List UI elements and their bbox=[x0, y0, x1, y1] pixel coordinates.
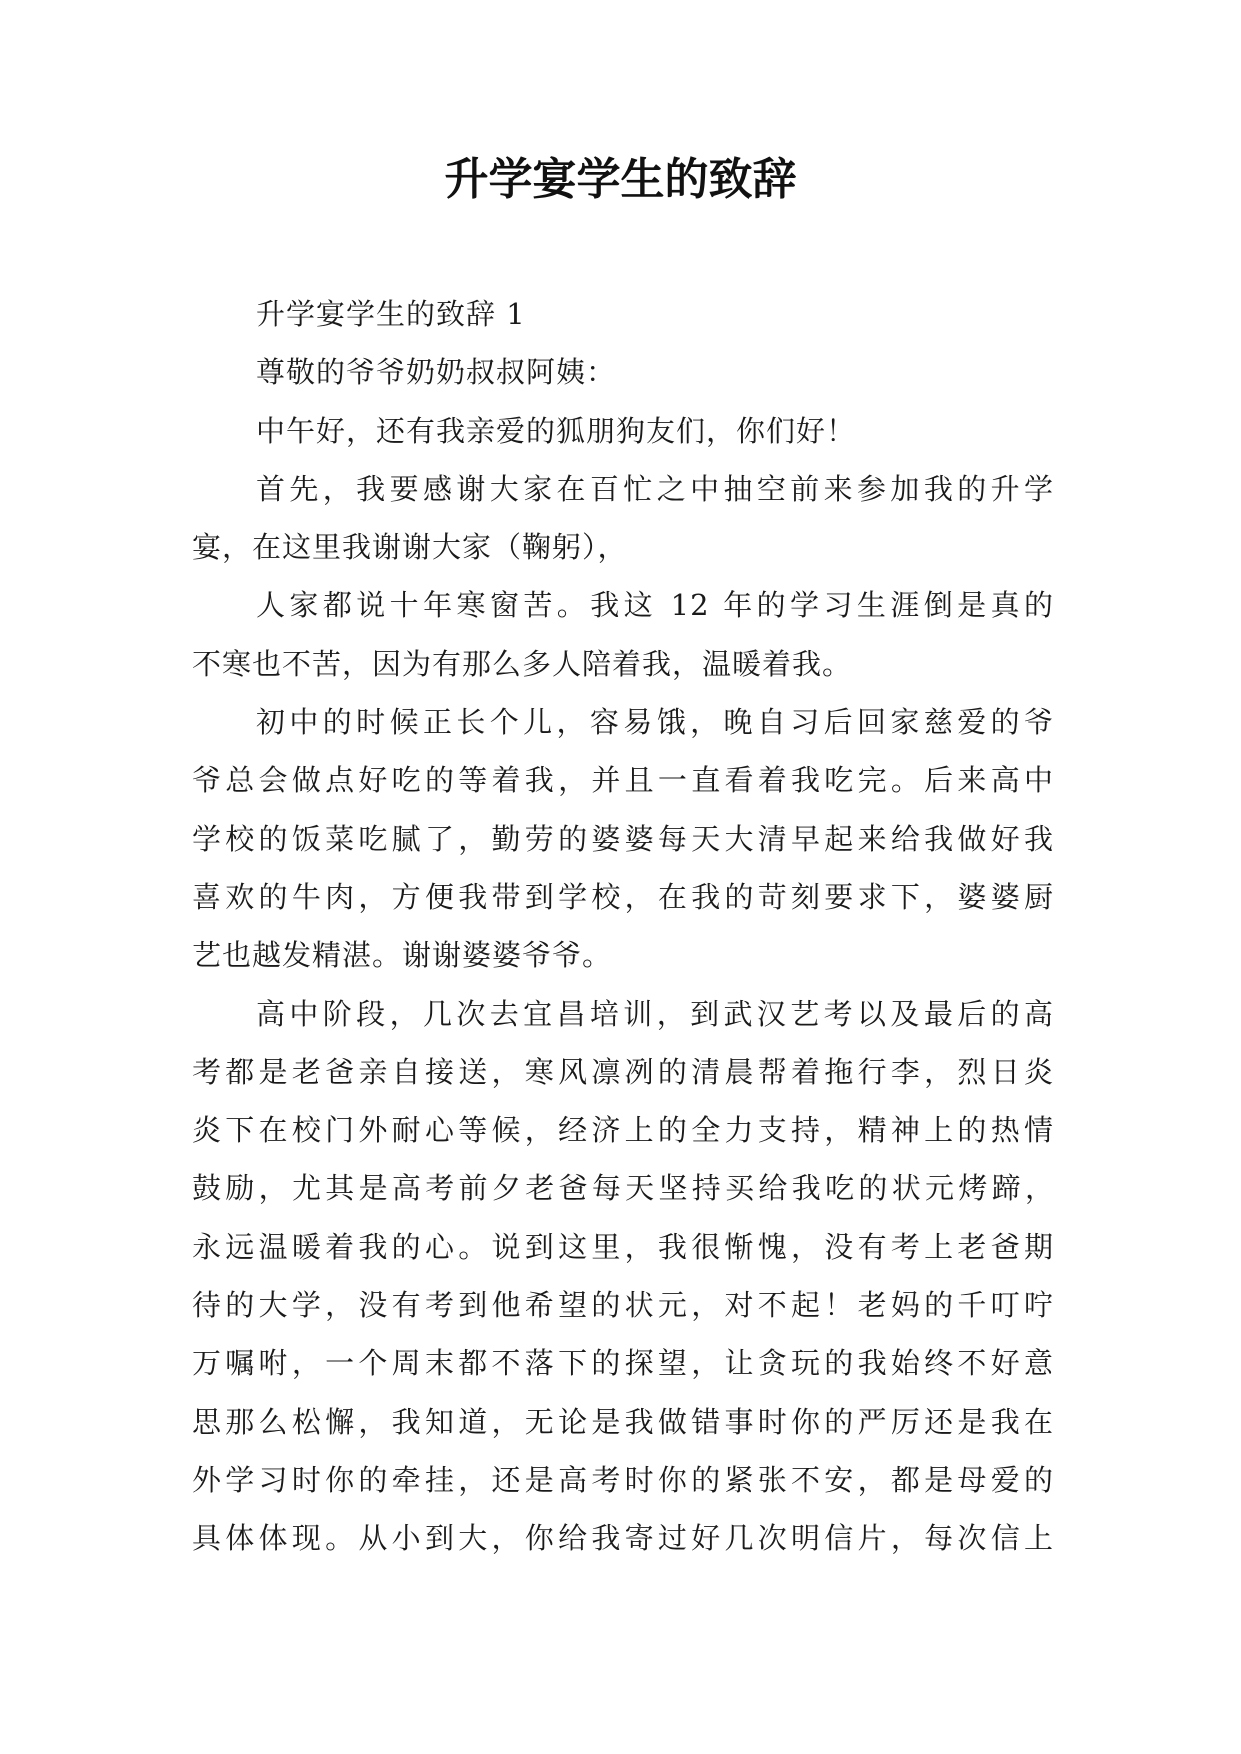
paragraph-line: 具体体现。从小到大，你给我寄过好几次明信片，每次信上 bbox=[192, 1521, 1054, 1556]
section-heading: 升学宴学生的致辞 1 bbox=[256, 297, 526, 331]
paragraph-line: 思那么松懈，我知道，无论是我做错事时你的严厉还是我在 bbox=[192, 1404, 1054, 1439]
paragraph-line: 人家都说十年寒窗苦。我这 12 年的学习生涯倒是真的 bbox=[256, 588, 1054, 623]
paragraph-line: 考都是老爸亲自接送，寒风凛冽的清晨帮着拖行李，烈日炎 bbox=[192, 1054, 1054, 1089]
paragraph-line: 艺也越发精湛。谢谢婆婆爷爷。 bbox=[192, 938, 613, 973]
paragraph-line: 永远温暖着我的心。说到这里，我很惭愧，没有考上老爸期 bbox=[192, 1229, 1054, 1264]
paragraph-line: 学校的饭菜吃腻了，勤劳的婆婆每天大清早起来给我做好我 bbox=[192, 821, 1054, 856]
paragraph-line: 初中的时候正长个儿，容易饿，晚自习后回家慈爱的爷 bbox=[256, 705, 1054, 740]
paragraph-line: 炎下在校门外耐心等候，经济上的全力支持，精神上的热情 bbox=[192, 1113, 1054, 1148]
paragraph-line: 喜欢的牛肉，方便我带到学校，在我的苛刻要求下，婆婆厨 bbox=[192, 879, 1054, 914]
paragraph-line: 首先，我要感谢大家在百忙之中抽空前来参加我的升学 bbox=[256, 471, 1054, 506]
paragraph-line: 待的大学，没有考到他希望的状元，对不起！老妈的千叮咛 bbox=[192, 1288, 1054, 1323]
paragraph-line: 宴，在这里我谢谢大家（鞠躬）， bbox=[192, 530, 628, 565]
paragraph-line: 外学习时你的牵挂，还是高考时你的紧张不安，都是母爱的 bbox=[192, 1462, 1054, 1497]
salutation: 尊敬的爷爷奶奶叔叔阿姨： bbox=[256, 355, 617, 390]
paragraph-line: 不寒也不苦，因为有那么多人陪着我，温暖着我。 bbox=[192, 646, 853, 681]
paragraph-line: 爷总会做点好吃的等着我，并且一直看着我吃完。后来高中 bbox=[192, 763, 1054, 798]
greeting-line: 中午好，还有我亲爱的狐朋狗友们，你们好！ bbox=[256, 413, 857, 448]
document-title: 升学宴学生的致辞 bbox=[444, 154, 797, 205]
paragraph-line: 高中阶段，几次去宜昌培训，到武汉艺考以及最后的高 bbox=[256, 996, 1054, 1031]
paragraph-line: 万嘱咐，一个周末都不落下的探望，让贪玩的我始终不好意 bbox=[192, 1346, 1054, 1381]
paragraph-line: 鼓励，尤其是高考前夕老爸每天坚持买给我吃的状元烤蹄， bbox=[192, 1171, 1054, 1206]
document-body bbox=[192, 285, 1054, 1568]
